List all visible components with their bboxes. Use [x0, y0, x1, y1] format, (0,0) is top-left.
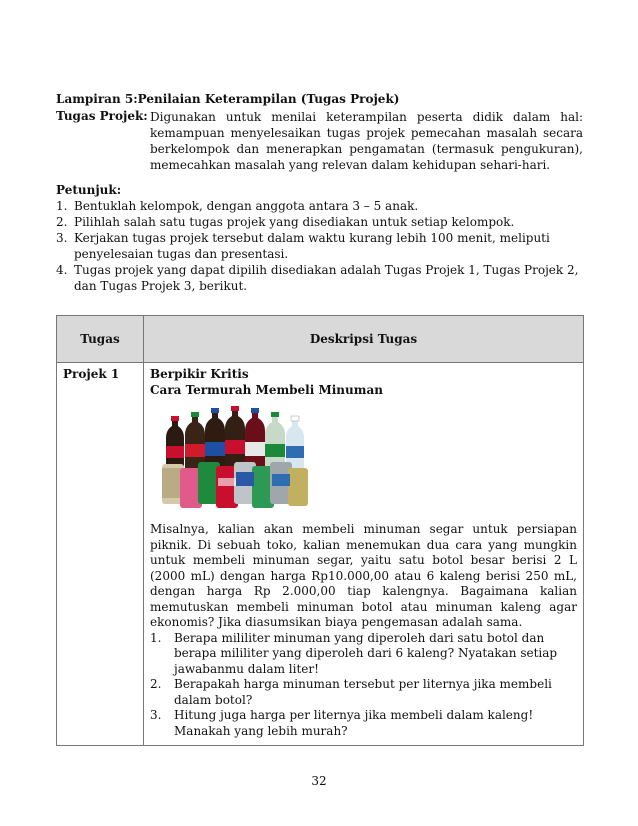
petunjuk-title: Petunjuk: [56, 183, 122, 197]
list-text: Bentuklah kelompok, dengan anggota antara 3 – 5 anak. [74, 199, 419, 213]
question-number: 1. [150, 630, 162, 645]
list-item [56, 230, 586, 262]
list-item [56, 214, 586, 230]
list-item [150, 708, 577, 739]
task-heading-2: Cara Termurah Membeli Minuman [150, 382, 383, 397]
list-item [150, 631, 577, 678]
list-number: 2. [56, 215, 68, 229]
list-number: 1. [56, 199, 68, 213]
drinks-photo [150, 402, 315, 512]
task-table [56, 315, 584, 746]
question-number: 2. [150, 677, 162, 691]
list-number: 4. [56, 263, 68, 277]
task-name-cell: Projek 1 [57, 363, 144, 746]
list-item [56, 262, 586, 294]
question-number: 3. [150, 708, 162, 722]
list-text: Pilihlah salah satu tugas projek yang disediakan untuk setiap kelompok. [74, 215, 515, 229]
tugas-projek-description: Digunakan untuk menilai keterampilan peserta didik dalam hal: kemampuan menyelesaikan tugas projek pemecahan masalah secara berkelompok dan menerapkan pengamatan (termasuk pengukuran), memecahkan masalah yang relevan dalam kehidupan sehari-hari. [150, 110, 583, 172]
question-list [150, 631, 577, 740]
column-header-deskripsi: Deskripsi Tugas [144, 316, 584, 363]
page-number: 32 [311, 774, 327, 788]
list-item [56, 198, 586, 214]
table-row [57, 363, 584, 746]
table-header-row [57, 316, 584, 363]
task-heading-1: Berpikir Kritis [150, 367, 249, 381]
task-description-cell [144, 363, 584, 746]
list-text: Kerjakan tugas projek tersebut dalam waktu kurang lebih 100 menit, meliputi penyelesaian tugas dan presentasi. [74, 231, 550, 261]
list-number: 3. [56, 231, 68, 245]
list-text: Tugas projek yang dapat dipilih disediakan adalah Tugas Projek 1, Tugas Projek 2, dan Tugas Projek 3, berikut. [74, 263, 579, 293]
task-paragraph: Misalnya, kalian akan membeli minuman segar untuk persiapan piknik. Di sebuah toko, kalian menemukan dua cara yang mungkin untuk membeli minuman segar, yaitu satu botol besar berisi 2 L (2000 mL) dengan harga Rp10.000,00 atau 6 kaleng berisi 250 mL, dengan harga Rp 2.000,00 tiap kalengnya. Bagaimana kalian memutuskan membeli minuman botol atau minuman kaleng agar ekonomis? Jika diasumsikan biaya pengemasan adalah sama. [150, 522, 577, 629]
column-header-tugas: Tugas [57, 316, 144, 363]
question-text: Hitung juga harga per liternya jika membeli dalam kaleng! Manakah yang lebih murah? [174, 708, 534, 738]
tugas-projek-label: Tugas Projek: [56, 109, 148, 123]
petunjuk-list [56, 198, 586, 294]
page-title: Lampiran 5:Penilaian Keterampilan (Tugas Projek) [56, 92, 400, 106]
question-text: Berapa mililiter minuman yang diperoleh dari satu botol dan berapa mililiter yang diperoleh dari 6 kaleng? Nyatakan setiap jawabanmu dalam liter! [174, 630, 558, 676]
list-item [150, 677, 577, 708]
question-text: Berapakah harga minuman tersebut per liternya jika membeli dalam botol? [174, 677, 552, 707]
